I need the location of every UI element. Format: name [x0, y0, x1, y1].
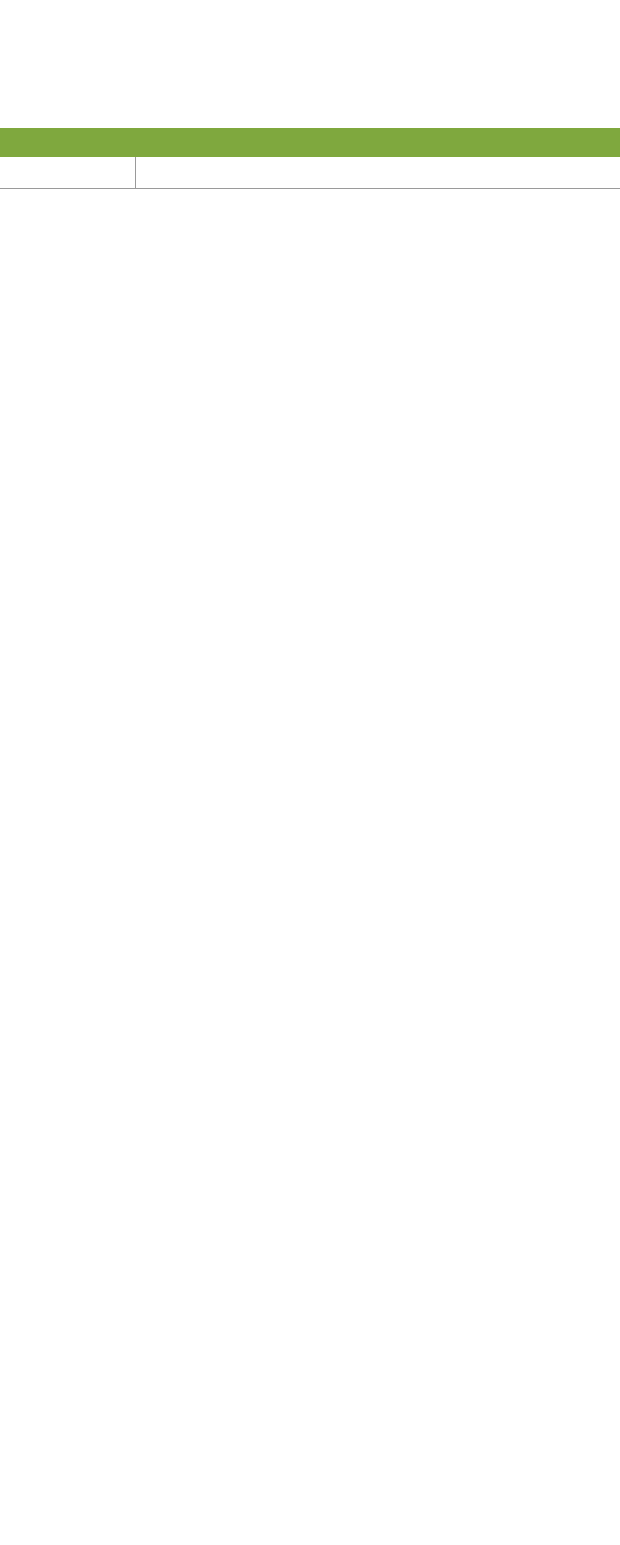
ordering-title — [0, 46, 620, 128]
spec-sheet — [0, 0, 620, 189]
ordering-header — [0, 128, 620, 157]
part-number-cell — [0, 157, 136, 188]
disclaimer-note — [0, 0, 620, 46]
ordering-row — [0, 157, 620, 189]
